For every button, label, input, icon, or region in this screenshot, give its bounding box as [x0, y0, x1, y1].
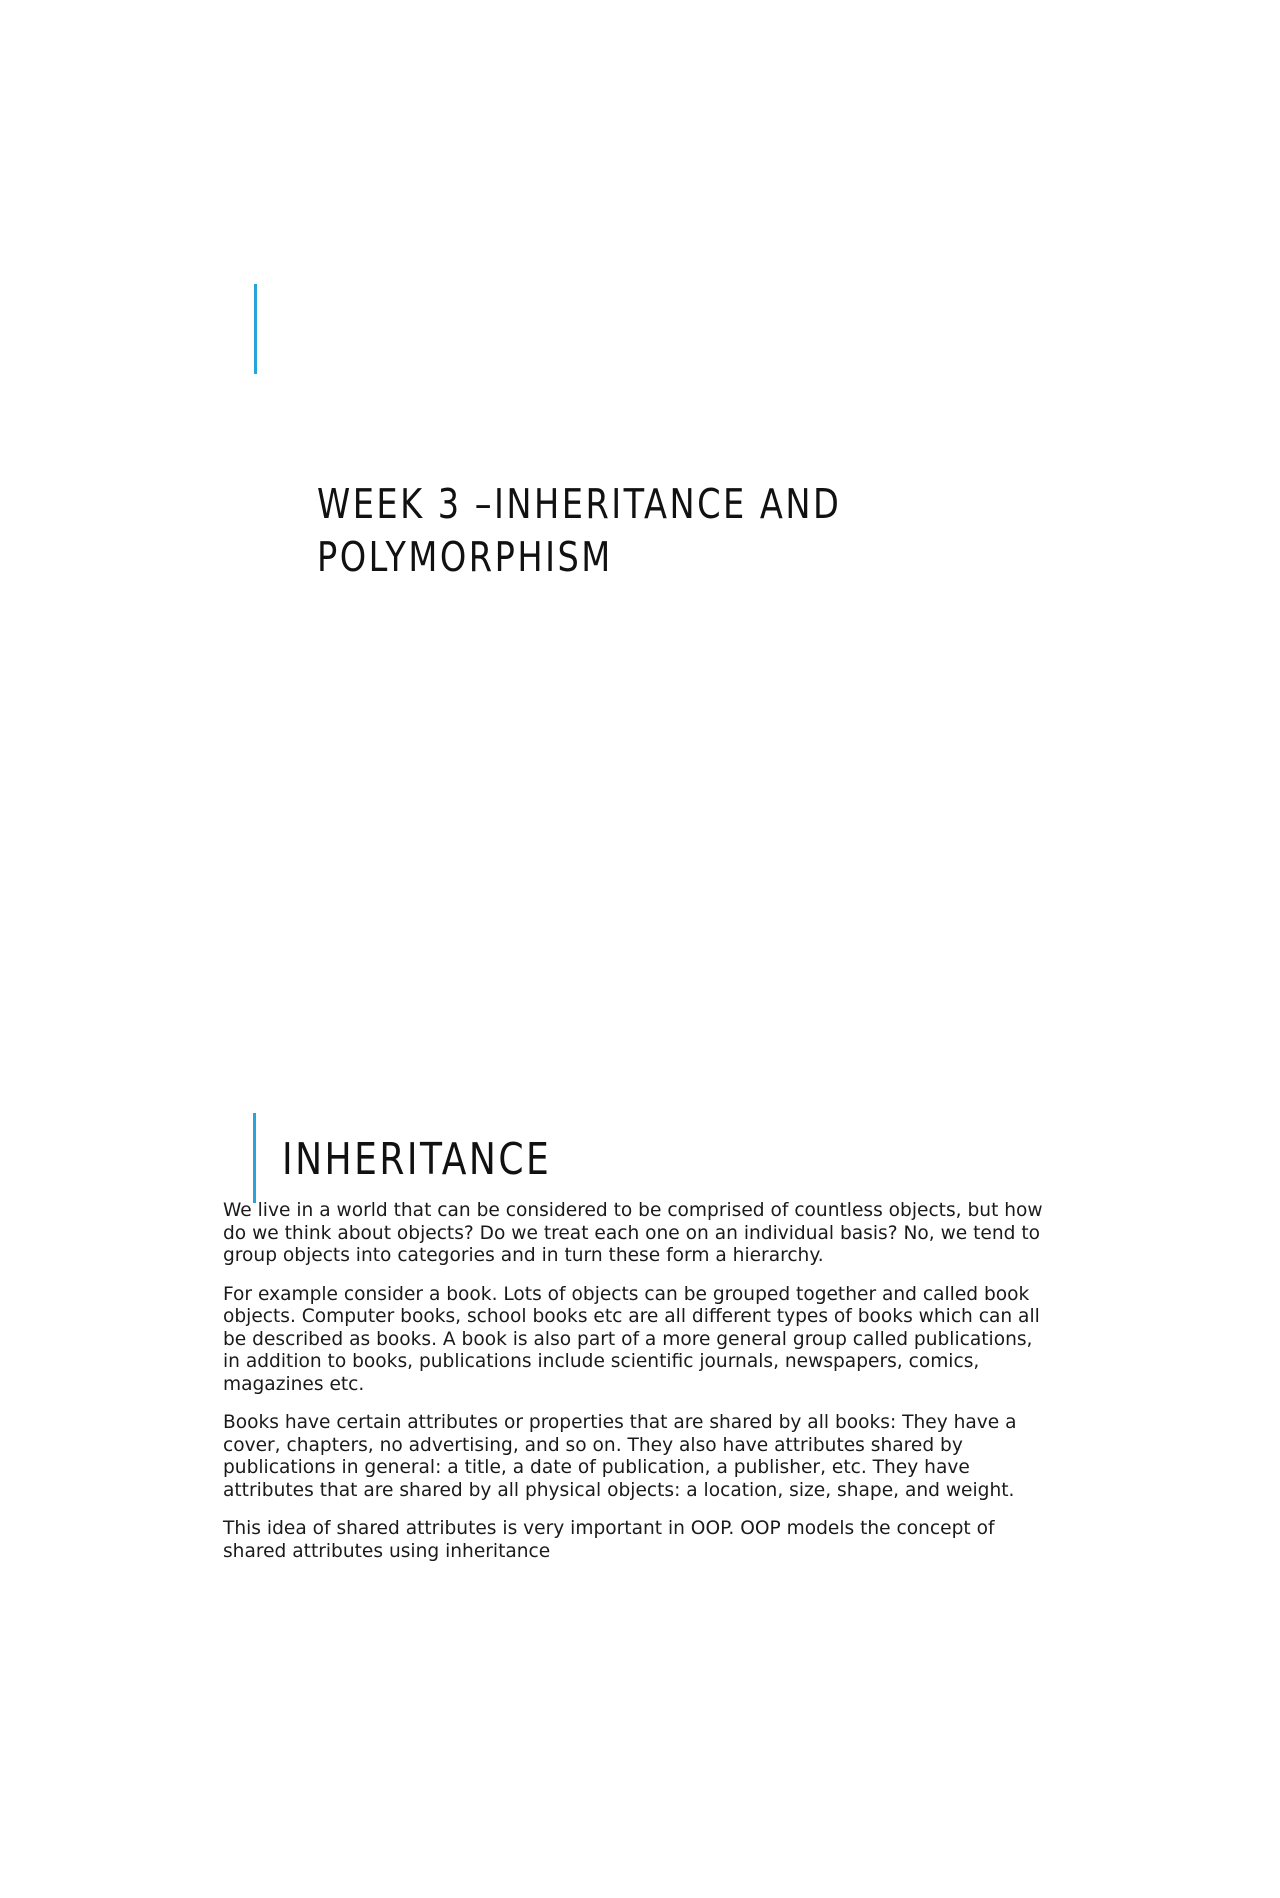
paragraph-conclusion: This idea of shared attributes is very important in OOP. OOP models the concept of shared attributes using inheritance — [223, 1518, 995, 1562]
section-heading: INHERITANCE — [282, 1134, 552, 1185]
accent-bar-title-slide — [254, 284, 257, 374]
body-text — [223, 1200, 1043, 1579]
accent-bar-section — [253, 1113, 256, 1203]
paragraph-attributes: Books have certain attributes or properties that are shared by all books: They have a cover, chapters, no advertising, and so on. They also have attributes shared by publications in general: a title, a date of publication, a publisher, etc. They have attributes that are shared by all physical objects: a location, size, shape, and weight. — [223, 1412, 1017, 1501]
paragraph-intro: We live in a world that can be considered to be comprised of countless objects, but how do we think about objects? Do we treat each one on an individual basis? No, we tend to group objects into categories and in turn these form a hierarchy. — [223, 1200, 1043, 1266]
slide-title: WEEK 3 –INHERITANCE AND POLYMORPHISM — [317, 480, 842, 581]
paragraph-example: For example consider a book. Lots of objects can be grouped together and called book objects. Computer books, school books etc are all different types of books which can all be described as books. A book is also part of a more general group called publications, in addition to books, publications include scientific journals, newspapers, comics, magazines etc. — [223, 1283, 1040, 1395]
